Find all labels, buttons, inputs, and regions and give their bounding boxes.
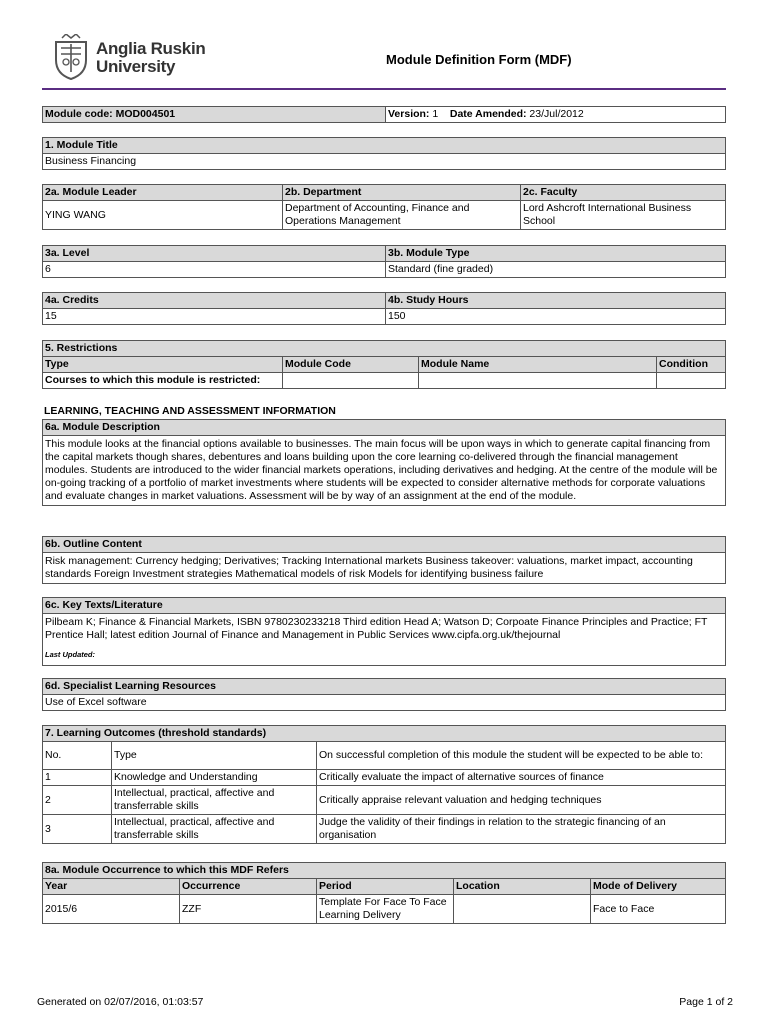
outcomes-col-no: No. bbox=[43, 742, 112, 770]
outline-label: 6b. Outline Content bbox=[43, 537, 726, 553]
department-label: 2b. Department bbox=[283, 185, 521, 201]
table-row bbox=[43, 895, 726, 924]
crest-icon bbox=[52, 34, 90, 80]
restrictions-col-condition: Condition bbox=[657, 357, 726, 373]
study-hours-label: 4b. Study Hours bbox=[386, 293, 726, 309]
outcomes-table bbox=[42, 725, 726, 844]
date-amended: 23/Jul/2012 bbox=[529, 108, 584, 120]
restrictions-col-name: Module Name bbox=[419, 357, 657, 373]
study-hours-value: 150 bbox=[386, 309, 726, 325]
occurrence-code: ZZF bbox=[180, 895, 317, 924]
restrictions-row-label: Courses to which this module is restricted: bbox=[43, 373, 283, 389]
table-row bbox=[43, 815, 726, 844]
outcomes-col-type: Type bbox=[112, 742, 317, 770]
restrictions-label: 5. Restrictions bbox=[43, 341, 726, 357]
logo-line-1: Anglia Ruskin bbox=[96, 39, 206, 58]
outcome-desc: Critically appraise relevant valuation and hedging techniques bbox=[317, 786, 726, 815]
last-updated-label: Last Updated: bbox=[45, 650, 96, 659]
occurrence-col-delivery: Mode of Delivery bbox=[591, 879, 726, 895]
outline-table bbox=[42, 536, 726, 584]
outcome-no: 1 bbox=[43, 770, 112, 786]
credits-table bbox=[42, 292, 726, 325]
occurrence-delivery: Face to Face bbox=[591, 895, 726, 924]
outcome-desc: Judge the validity of their findings in relation to the strategic financing of an organisation bbox=[317, 815, 726, 844]
outcomes-label: 7. Learning Outcomes (threshold standards) bbox=[43, 726, 726, 742]
texts-cell bbox=[43, 614, 726, 666]
module-title-label: 1. Module Title bbox=[43, 138, 726, 154]
texts-table bbox=[42, 597, 726, 666]
version-cell: Version: 1 Date Amended: 23/Jul/2012 bbox=[386, 107, 726, 123]
outcome-type: Intellectual, practical, affective and transferrable skills bbox=[112, 786, 317, 815]
department-value: Department of Accounting, Finance and Operations Management bbox=[283, 201, 521, 230]
page-number: Page 1 of 2 bbox=[679, 996, 733, 1008]
description-table bbox=[42, 419, 726, 506]
outcome-type: Intellectual, practical, affective and transferrable skills bbox=[112, 815, 317, 844]
meta-table bbox=[42, 106, 726, 123]
outcome-desc: Critically evaluate the impact of alternative sources of finance bbox=[317, 770, 726, 786]
module-code: MOD004501 bbox=[115, 108, 176, 120]
outcomes-col-desc: On successful completion of this module the student will be expected to be able to: bbox=[317, 742, 726, 770]
level-label: 3a. Level bbox=[43, 246, 386, 262]
occurrence-year: 2015/6 bbox=[43, 895, 180, 924]
resources-table bbox=[42, 678, 726, 711]
occurrence-col-location: Location bbox=[454, 879, 591, 895]
occurrence-location bbox=[454, 895, 591, 924]
faculty-value: Lord Ashcroft International Business School bbox=[521, 201, 726, 230]
credits-value: 15 bbox=[43, 309, 386, 325]
version: 1 bbox=[432, 108, 439, 120]
faculty-label: 2c. Faculty bbox=[521, 185, 726, 201]
university-logo bbox=[52, 34, 212, 84]
description-text: This module looks at the financial options available to businesses. The main focus will be upon ways in which to generate capital financing from the capital markets though shares, debentures and loans building upon the core learning co-delivered through the financial management modules. Students are introduced to the wider financial markets operations, including derivatives and hedging. At the centre of the module will be on-going tracking of a portfolio of market investments where students will be expected to consider alternative methods for corporate valuations and evaluate changes in market valuations. Assessment will be by way of an assignment at the end of the module. bbox=[43, 436, 726, 506]
leader-value: YING WANG bbox=[43, 201, 283, 230]
occurrence-table bbox=[42, 862, 726, 924]
restrictions-table bbox=[42, 340, 726, 389]
leader-label: 2a. Module Leader bbox=[43, 185, 283, 201]
logo-wordmark bbox=[96, 40, 205, 76]
resources-label: 6d. Specialist Learning Resources bbox=[43, 679, 726, 695]
restrictions-col-code: Module Code bbox=[283, 357, 419, 373]
generated-timestamp: Generated on 02/07/2016, 01:03:57 bbox=[37, 996, 204, 1008]
resources-value: Use of Excel software bbox=[43, 695, 726, 711]
module-title-value: Business Financing bbox=[43, 154, 726, 170]
outcome-type: Knowledge and Understanding bbox=[112, 770, 317, 786]
description-label: 6a. Module Description bbox=[43, 420, 726, 436]
outline-text: Risk management: Currency hedging; Derivatives; Tracking International markets Business takeover: valuations, market impact, accounting standards Foreign Investment strategies Mathematical models of risk Models for identifying business failure bbox=[43, 553, 726, 584]
occurrence-label: 8a. Module Occurrence to which this MDF Refers bbox=[43, 863, 726, 879]
leader-table bbox=[42, 184, 726, 230]
occurrence-col-year: Year bbox=[43, 879, 180, 895]
form-title: Module Definition Form (MDF) bbox=[386, 52, 572, 67]
header-divider bbox=[42, 88, 726, 90]
module-type-label: 3b. Module Type bbox=[386, 246, 726, 262]
module-type-value: Standard (fine graded) bbox=[386, 262, 726, 278]
level-value: 6 bbox=[43, 262, 386, 278]
module-title-table bbox=[42, 137, 726, 170]
logo-line-2: University bbox=[96, 57, 176, 76]
occurrence-col-period: Period bbox=[317, 879, 454, 895]
texts-text: Pilbeam K; Finance & Financial Markets, ISBN 9780230233218 Third edition Head A; Watson D; Corpoate Finance Principles and Practice; FT Prentice Hall; latest edition Journal of Finance and Management in Public Services www.cipfa.org.uk/thejournal bbox=[45, 616, 708, 641]
table-row bbox=[43, 786, 726, 815]
table-row bbox=[43, 770, 726, 786]
outcome-no: 3 bbox=[43, 815, 112, 844]
restrictions-col-type: Type bbox=[43, 357, 283, 373]
occurrence-period: Template For Face To Face Learning Delivery bbox=[317, 895, 454, 924]
texts-label: 6c. Key Texts/Literature bbox=[43, 598, 726, 614]
outcome-no: 2 bbox=[43, 786, 112, 815]
credits-label: 4a. Credits bbox=[43, 293, 386, 309]
level-table bbox=[42, 245, 726, 278]
occurrence-col-occurrence: Occurrence bbox=[180, 879, 317, 895]
module-code-cell: Module code: MOD004501 bbox=[43, 107, 386, 123]
ltai-heading: LEARNING, TEACHING AND ASSESSMENT INFORMATION bbox=[44, 405, 336, 417]
